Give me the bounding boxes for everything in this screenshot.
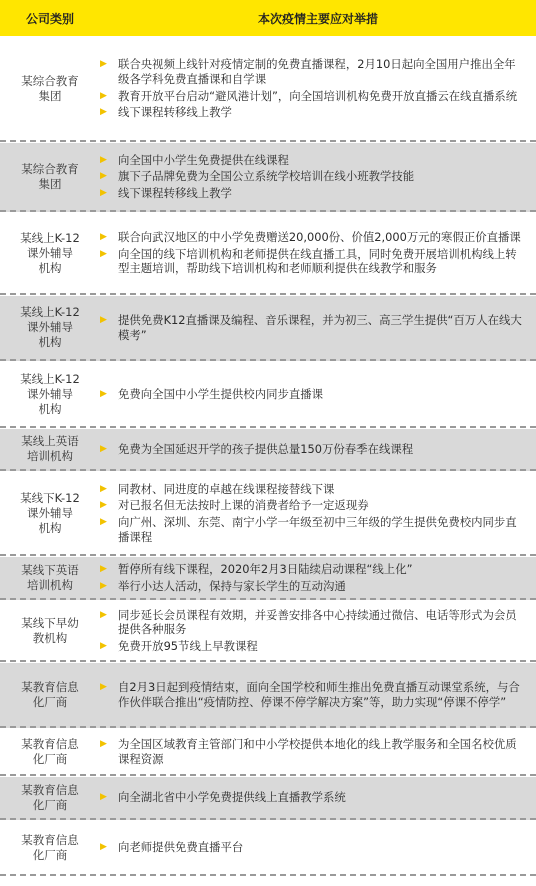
measure-text: 线下课程转移线上教学 [118, 105, 232, 120]
company-type-line: 某线下早幼 [21, 615, 79, 630]
measure-item [100, 680, 522, 709]
measure-item [100, 442, 522, 457]
table-row [0, 556, 536, 600]
company-type-line: 集团 [38, 88, 62, 103]
table-row [0, 471, 536, 556]
measures-cell [100, 560, 536, 595]
triangle-bullet-icon: ▶ [100, 738, 107, 749]
measure-text: 向老师提供免费直播平台 [118, 840, 244, 855]
measure-text: 向全湖北省中小学免费提供线上直播教学系统 [118, 790, 346, 805]
measure-item [100, 169, 522, 184]
measure-item [100, 153, 522, 168]
measures-cell [100, 735, 536, 768]
company-type-line: 某线上英语 [21, 434, 79, 448]
measure-text: 举行小达人活动，保持与家长学生的互动沟通 [118, 578, 346, 593]
company-type-cell [0, 434, 100, 464]
triangle-bullet-icon: ▶ [100, 107, 107, 118]
measure-item [100, 515, 522, 544]
company-type-line: 某线下英语 [21, 562, 79, 577]
company-type-line: 课外辅导 [27, 320, 73, 334]
header-measures: 本次疫情主要应对举措 [257, 11, 378, 26]
company-type-line: 课外辅导 [27, 245, 73, 260]
company-type-line: 培训机构 [27, 577, 73, 592]
table-row [0, 662, 536, 728]
company-type-line: 培训机构 [27, 449, 73, 463]
company-type-line: 机构 [38, 260, 62, 275]
measure-item [100, 89, 522, 104]
company-type-line: 某线上K-12 [20, 305, 80, 319]
company-type-line: 某教育信息 [21, 679, 79, 694]
measure-text: 向全国的线下培训机构和老师提供在线直播工具，同时免费开展培训机构线上转型主题培训，帮助线下培训机构和老师顺利提供在线教学和服务 [118, 246, 517, 276]
company-type-cell [0, 833, 100, 863]
measure-item [100, 608, 522, 637]
company-type-line: 化厂商 [32, 694, 68, 709]
table-row [0, 600, 536, 662]
measure-text: 免费开放95节线上早教课程 [118, 638, 258, 653]
table-row [0, 212, 536, 295]
measure-text: 为全国区域教育主管部门和中小学校提供本地化的线上教学服务和全国名校优质课程资源 [118, 736, 517, 766]
company-type-line: 某线上K-12 [20, 230, 80, 245]
measure-text: 线下课程转移线上教学 [118, 185, 232, 200]
measure-text: 免费为全国延迟开学的孩子提供总量150万份春季在线课程 [118, 441, 414, 456]
measure-item [100, 737, 522, 766]
table-row [0, 728, 536, 776]
company-type-cell [0, 616, 100, 646]
header-company-type: 公司类别 [25, 11, 74, 26]
measures-cell [100, 678, 536, 711]
measure-text: 同步延长会员课程有效期，并妥善安排各中心持续通过微信、电话等形式为会员提供各种服务 [118, 607, 517, 637]
company-type-line: 某线上K-12 [20, 371, 80, 386]
triangle-bullet-icon: ▶ [100, 609, 107, 620]
measure-text: 教育开放平台启动“避风港计划”，向全国培训机构免费开放直播云在线直播系统 [118, 88, 518, 103]
table-row [0, 776, 536, 820]
measure-item [100, 790, 522, 805]
triangle-bullet-icon: ▶ [100, 842, 107, 853]
company-type-line: 某线下K-12 [20, 490, 80, 505]
triangle-bullet-icon: ▶ [100, 640, 107, 651]
company-type-cell [0, 162, 100, 192]
measure-item [100, 230, 522, 245]
table-row [0, 361, 536, 428]
company-type-line: 化厂商 [32, 751, 68, 766]
company-type-cell [0, 783, 100, 813]
measures-cell [100, 838, 536, 857]
measures-cell [100, 228, 536, 278]
company-type-cell [0, 491, 100, 536]
measures-cell [100, 440, 536, 459]
measure-text: 自2月3日起到疫情结束，面向全国学校和师生推出免费直播互动课堂系统，与合作伙伴联合推出“疫情防控、停课不停学解决方案”等，助力实现“停课不停学” [118, 679, 520, 709]
company-type-line: 机构 [38, 520, 62, 535]
measure-text: 免费向全国中小学生提供校内同步直播课 [118, 386, 324, 401]
company-type-line: 某综合教育 [21, 161, 79, 176]
triangle-bullet-icon: ▶ [100, 517, 107, 527]
measure-item [100, 639, 522, 654]
company-type-cell [0, 74, 100, 104]
company-type-line: 课外辅导 [27, 505, 73, 520]
measure-item [100, 840, 522, 855]
measure-text: 联合央视频上线针对疫情定制的免费直播课程，2月10日起向全国用户推出全年级各学科免费直播课和自学课 [118, 57, 516, 86]
measure-text: 旗下子品牌免费为全国公立系统学校培训在线小班教学技能 [118, 169, 415, 184]
company-type-line: 某综合教育 [21, 73, 79, 88]
measure-item [100, 498, 522, 513]
table-row [0, 142, 536, 212]
measure-text: 提供免费K12直播课及编程、音乐课程，并为初三、高三学生提供“百万人在线大模考” [118, 312, 522, 342]
table-row [0, 820, 536, 876]
company-type-line: 化厂商 [32, 797, 68, 812]
measure-item [100, 105, 522, 120]
triangle-bullet-icon: ▶ [100, 59, 107, 70]
company-type-line: 机构 [38, 335, 62, 349]
triangle-bullet-icon: ▶ [100, 232, 107, 243]
measure-text: 向广州、深圳、东莞、南宁小学一年级至初中三年级的学生提供免费校内同步直播课程 [118, 515, 517, 544]
measure-item [100, 387, 522, 402]
company-type-line: 某教育信息 [21, 736, 79, 751]
triangle-bullet-icon: ▶ [100, 563, 107, 574]
measure-text: 暂停所有线下课程，2020年2月3日陆续启动课程“线上化” [118, 561, 413, 576]
company-type-cell [0, 231, 100, 276]
measures-cell [100, 788, 536, 807]
measure-text: 对已报名但无法按时上课的消费者给予一定返现券 [118, 498, 369, 513]
company-type-cell [0, 680, 100, 710]
triangle-bullet-icon: ▶ [100, 792, 107, 803]
triangle-bullet-icon: ▶ [100, 90, 107, 101]
table-body [0, 36, 536, 876]
company-type-cell [0, 305, 100, 350]
table-row [0, 36, 536, 142]
triangle-bullet-icon: ▶ [100, 483, 107, 494]
table-row [0, 295, 536, 361]
triangle-bullet-icon: ▶ [100, 171, 107, 182]
measure-item [100, 313, 522, 342]
triangle-bullet-icon: ▶ [100, 314, 107, 325]
table-header [0, 0, 536, 36]
measures-cell [100, 385, 536, 404]
measure-item [100, 482, 522, 497]
triangle-bullet-icon: ▶ [100, 500, 107, 511]
measure-item [100, 186, 522, 201]
measures-cell [100, 311, 536, 344]
company-type-cell [0, 563, 100, 593]
company-type-line: 集团 [38, 176, 62, 191]
company-type-line: 机构 [38, 401, 62, 416]
measure-item [100, 247, 522, 276]
triangle-bullet-icon: ▶ [100, 154, 107, 165]
measure-item [100, 579, 522, 594]
measure-text: 向全国中小学生免费提供在线课程 [118, 152, 289, 167]
triangle-bullet-icon: ▶ [100, 388, 107, 399]
company-type-line: 某教育信息 [21, 782, 79, 797]
measures-cell [100, 151, 536, 203]
measures-cell [100, 480, 536, 546]
triangle-bullet-icon: ▶ [100, 187, 107, 198]
measure-item [100, 57, 522, 86]
triangle-bullet-icon: ▶ [100, 443, 107, 454]
company-type-line: 某教育信息 [21, 832, 79, 847]
company-type-line: 化厂商 [32, 847, 68, 862]
measure-text: 联合向武汉地区的中小学免费赠送20,000份、价值2,000万元的寒假正价直播课 [118, 230, 521, 245]
triangle-bullet-icon: ▶ [100, 580, 107, 591]
company-type-line: 教机构 [32, 630, 68, 645]
measures-cell [100, 55, 536, 121]
triangle-bullet-icon: ▶ [100, 681, 107, 692]
triangle-bullet-icon: ▶ [100, 248, 107, 259]
company-type-cell [0, 737, 100, 767]
company-type-cell [0, 372, 100, 417]
table-row [0, 428, 536, 471]
company-type-line: 课外辅导 [27, 386, 73, 401]
measures-cell [100, 606, 536, 656]
measure-item [100, 562, 522, 577]
measure-text: 同教材、同进度的卓越在线课程接替线下课 [118, 481, 335, 496]
